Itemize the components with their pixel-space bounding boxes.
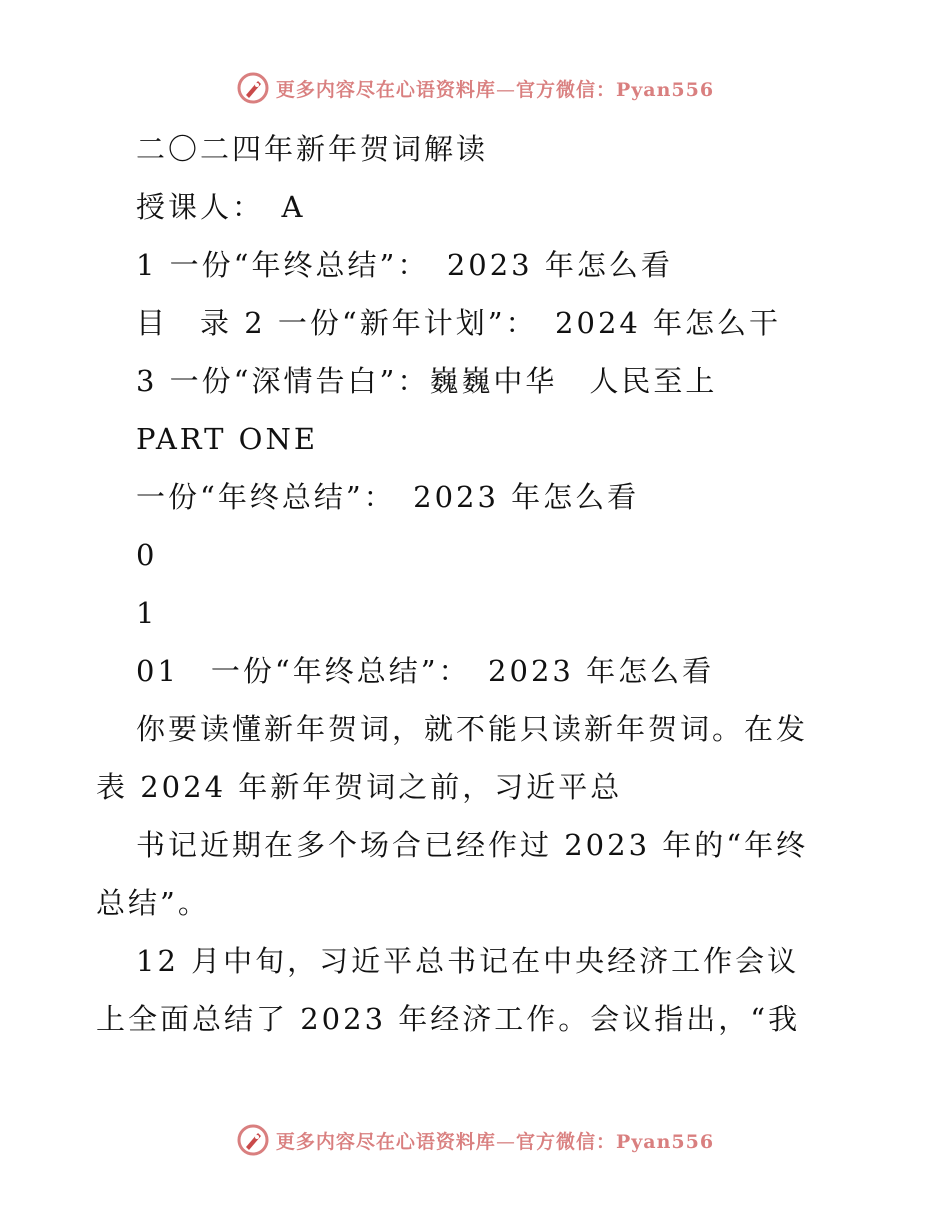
lecturer-line: 授课人： A — [136, 190, 306, 224]
paragraph-3 — [96, 932, 856, 1048]
toc-item-1: 1 一份“年终总结”： 2023 年怎么看 — [136, 248, 673, 282]
watermark-footer — [0, 1120, 950, 1160]
paragraph-3-line-2: 上全面总结了 2023 年经济工作。会议指出，“我 — [96, 1002, 801, 1036]
paragraph-2-line-1: 书记近期在多个场合已经作过 2023 年的“年终 — [136, 828, 809, 862]
watermark-text: 更多内容尽在心语资料库—官方微信：Pyan556 — [275, 78, 715, 101]
toc-item-3: 3 一份“深情告白”：巍巍中华 人民至上 — [136, 364, 718, 398]
part-number-1: 1 — [136, 596, 158, 630]
paragraph-1 — [96, 700, 856, 816]
document-title: 二〇二四年新年贺词解读 — [136, 132, 489, 166]
pen-nib-logo-icon — [236, 1123, 270, 1157]
toc-item-2: 目 录 2 一份“新年计划”： 2024 年怎么干 — [136, 306, 782, 340]
part-label: PART ONE — [136, 422, 318, 456]
part-number-0: 0 — [136, 538, 158, 572]
paragraph-3-line-1: 12 月中旬，习近平总书记在中央经济工作会议 — [136, 944, 800, 978]
paragraph-1-line-1: 你要读懂新年贺词，就不能只读新年贺词。在发 — [136, 712, 809, 746]
watermark-text: 更多内容尽在心语资料库—官方微信：Pyan556 — [275, 1130, 715, 1153]
paragraph-2 — [96, 816, 856, 932]
part-title: 一份“年终总结”： 2023 年怎么看 — [136, 480, 640, 514]
pen-nib-logo-icon — [236, 71, 270, 105]
paragraph-1-line-2: 表 2024 年新年贺词之前，习近平总 — [96, 770, 623, 804]
section-heading: 01 一份“年终总结”： 2023 年怎么看 — [136, 654, 715, 688]
document-body — [96, 120, 856, 1048]
paragraph-2-line-2: 总结”。 — [96, 886, 210, 920]
watermark-header — [0, 68, 950, 108]
